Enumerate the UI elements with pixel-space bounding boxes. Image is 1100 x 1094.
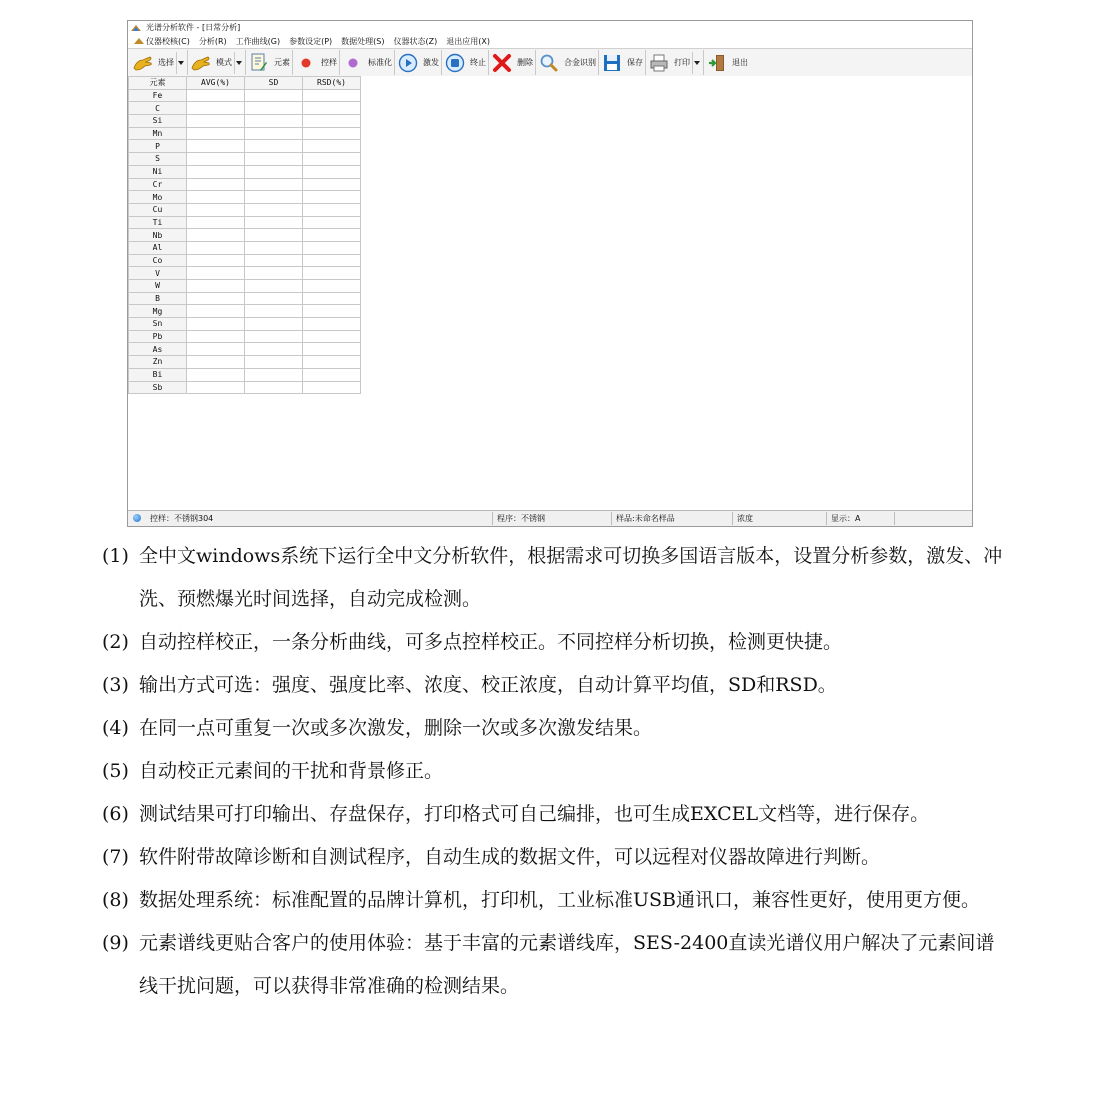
floppy-disk-icon — [601, 52, 623, 74]
control-sample-button[interactable] — [293, 50, 340, 75]
feature-number: (9) — [102, 932, 129, 954]
rsd-cell — [303, 229, 361, 242]
exit-door-icon — [706, 52, 728, 74]
sd-cell — [245, 368, 303, 381]
avg-cell — [187, 254, 245, 267]
rsd-cell — [303, 127, 361, 140]
table-row[interactable] — [129, 203, 361, 216]
element-symbol-cell: Al — [129, 241, 187, 254]
feature-text: 输出方式可选：强度、强度比率、浓度、校正浓度，自动计算平均值，SD和RSD。 — [139, 674, 837, 696]
rsd-cell — [303, 191, 361, 204]
feature-text: 自动校正元素间的干扰和背景修正。 — [139, 760, 444, 782]
menu-instrument-status[interactable]: 仪器状态(Z) — [393, 37, 438, 46]
mode-dropdown-arrow-icon[interactable] — [234, 52, 243, 74]
avg-cell — [187, 343, 245, 356]
status-display: 显示：A — [826, 512, 860, 525]
element-symbol-cell: Pb — [129, 330, 187, 343]
sd-cell — [245, 305, 303, 318]
table-row[interactable] — [129, 89, 361, 102]
sd-cell — [245, 267, 303, 280]
sd-cell — [245, 203, 303, 216]
element-symbol-cell: C — [129, 102, 187, 115]
avg-cell — [187, 356, 245, 369]
app-logo-icon — [130, 23, 142, 33]
table-row[interactable] — [129, 216, 361, 229]
play-icon — [397, 52, 419, 74]
sd-cell — [245, 254, 303, 267]
toolbar — [128, 48, 972, 77]
element-symbol-cell: Cu — [129, 203, 187, 216]
table-row[interactable] — [129, 318, 361, 331]
rsd-cell — [303, 165, 361, 178]
feature-text: 测试结果可打印输出、存盘保存，打印格式可自己编排，也可生成EXCEL文档等，进行保存。 — [139, 803, 930, 825]
avg-cell — [187, 216, 245, 229]
sd-cell — [245, 216, 303, 229]
avg-cell — [187, 191, 245, 204]
avg-cell — [187, 153, 245, 166]
feature-item — [102, 664, 1012, 707]
feature-item — [102, 922, 1012, 1008]
element-symbol-cell: Mg — [129, 305, 187, 318]
menu-working-curve[interactable]: 工作曲线(G) — [235, 37, 281, 46]
rsd-cell — [303, 267, 361, 280]
sd-cell — [245, 318, 303, 331]
element-label: 元素 — [274, 58, 290, 67]
avg-cell — [187, 102, 245, 115]
table-row[interactable] — [129, 102, 361, 115]
save-label: 保存 — [627, 58, 643, 67]
element-symbol-cell: Si — [129, 115, 187, 128]
avg-cell — [187, 280, 245, 293]
feature-number: (6) — [102, 803, 129, 825]
feature-text: 全中文windows系统下运行全中文分析软件，根据需求可切换多国语言版本，设置分析参数，激发、冲洗、预燃爆光时间选择，自动完成检测。 — [139, 545, 1003, 610]
table-row[interactable] — [129, 254, 361, 267]
sd-cell — [245, 241, 303, 254]
rsd-cell — [303, 292, 361, 305]
excite-label: 激发 — [423, 58, 439, 67]
avg-cell — [187, 330, 245, 343]
avg-cell — [187, 127, 245, 140]
rsd-cell — [303, 140, 361, 153]
element-symbol-cell: P — [129, 140, 187, 153]
feature-number: (3) — [102, 674, 129, 696]
rsd-cell — [303, 102, 361, 115]
rsd-cell — [303, 343, 361, 356]
avg-cell — [187, 165, 245, 178]
exit-button[interactable] — [704, 50, 750, 75]
status-indicator-icon — [133, 514, 141, 522]
sd-cell — [245, 343, 303, 356]
alloy-identify-label: 合金识别 — [564, 58, 596, 67]
avg-cell — [187, 229, 245, 242]
menu-instrument-check[interactable] — [134, 35, 190, 48]
software-window — [127, 20, 973, 527]
feature-item — [102, 535, 1012, 621]
feature-number: (5) — [102, 760, 129, 782]
element-symbol-cell: Nb — [129, 229, 187, 242]
stop-label: 终止 — [470, 58, 486, 67]
feature-text: 元素谱线更贴合客户的使用体验：基于丰富的元素谱线库，SES-2400直读光谱仪用户解决了元素间谱线干扰问题，可以获得非常准确的检测结果。 — [139, 932, 995, 997]
rsd-cell — [303, 368, 361, 381]
delete-button[interactable] — [489, 50, 536, 75]
avg-cell — [187, 115, 245, 128]
element-symbol-cell: W — [129, 280, 187, 293]
sd-cell — [245, 356, 303, 369]
table-row[interactable] — [129, 292, 361, 305]
table-row[interactable] — [129, 178, 361, 191]
avg-cell — [187, 241, 245, 254]
status-empty-panel — [894, 512, 899, 525]
feature-text: 数据处理系统：标准配置的品牌计算机，打印机，工业标准USB通讯口，兼容性更好，使用更方便。 — [139, 889, 980, 911]
menu-data-processing[interactable]: 数据处理(S) — [341, 37, 385, 46]
menu-logo-icon — [134, 37, 144, 45]
avg-cell — [187, 203, 245, 216]
feature-text: 在同一点可重复一次或多次激发，删除一次或多次激发结果。 — [139, 717, 653, 739]
menu-parameters[interactable]: 参数设定(P) — [289, 37, 333, 46]
sd-cell — [245, 165, 303, 178]
element-symbol-cell: Cr — [129, 178, 187, 191]
menu-analysis[interactable]: 分析(R) — [198, 37, 227, 46]
sd-cell — [245, 280, 303, 293]
mode-button[interactable] — [188, 50, 246, 75]
rsd-cell — [303, 305, 361, 318]
sd-cell — [245, 330, 303, 343]
standardize-label: 标准化 — [368, 58, 392, 67]
select-button[interactable] — [130, 50, 188, 75]
avg-cell — [187, 305, 245, 318]
table-row[interactable] — [129, 280, 361, 293]
table-row[interactable] — [129, 140, 361, 153]
avg-cell — [187, 267, 245, 280]
control-sample-label: 控样 — [321, 58, 337, 67]
sd-cell — [245, 89, 303, 102]
table-row[interactable] — [129, 191, 361, 204]
table-row[interactable] — [129, 305, 361, 318]
select-dropdown-arrow-icon[interactable] — [176, 52, 185, 74]
rsd-cell — [303, 89, 361, 102]
column-header-rsd[interactable]: RSD(%) — [303, 77, 361, 90]
element-symbol-cell: Ni — [129, 165, 187, 178]
feature-item — [102, 879, 1012, 922]
rsd-cell — [303, 381, 361, 394]
element-symbol-cell: As — [129, 343, 187, 356]
element-symbol-cell: Fe — [129, 89, 187, 102]
feature-number: (8) — [102, 889, 129, 911]
sd-cell — [245, 292, 303, 305]
table-row[interactable] — [129, 330, 361, 343]
table-row[interactable] — [129, 368, 361, 381]
menu-exit-app[interactable]: 退出应用(X) — [446, 37, 490, 46]
print-button[interactable] — [646, 50, 704, 75]
stop-button[interactable] — [442, 50, 489, 75]
grid-header-row — [129, 77, 361, 90]
feature-item — [102, 621, 1012, 664]
delete-label: 删除 — [517, 58, 533, 67]
rsd-cell — [303, 254, 361, 267]
feature-item — [102, 836, 1012, 879]
sd-cell — [245, 115, 303, 128]
avg-cell — [187, 178, 245, 191]
table-row[interactable] — [129, 115, 361, 128]
element-symbol-cell: Sn — [129, 318, 187, 331]
menu-label: 仪器校核(C) — [146, 37, 190, 46]
rsd-cell — [303, 216, 361, 229]
sd-cell — [245, 191, 303, 204]
sd-cell — [245, 229, 303, 242]
avg-cell — [187, 89, 245, 102]
avg-cell — [187, 140, 245, 153]
element-symbol-cell: Mn — [129, 127, 187, 140]
table-row[interactable] — [129, 153, 361, 166]
sd-cell — [245, 102, 303, 115]
feature-number: (1) — [102, 545, 129, 567]
table-row[interactable] — [129, 165, 361, 178]
table-row[interactable] — [129, 381, 361, 394]
element-button[interactable] — [246, 50, 293, 75]
feature-item — [102, 707, 1012, 750]
rsd-cell — [303, 356, 361, 369]
table-row[interactable] — [129, 343, 361, 356]
status-control-sample: 控样：不锈钢304 — [150, 514, 214, 523]
purple-dot-icon — [342, 52, 364, 74]
magnifier-icon — [538, 52, 560, 74]
status-concentration: 浓度 — [732, 512, 753, 525]
save-button[interactable] — [599, 50, 646, 75]
printer-icon — [648, 52, 670, 74]
element-symbol-cell: Sb — [129, 381, 187, 394]
table-row[interactable] — [129, 229, 361, 242]
element-symbol-cell: B — [129, 292, 187, 305]
rsd-cell — [303, 115, 361, 128]
feature-number: (7) — [102, 846, 129, 868]
status-program: 程序：不锈钢 — [492, 512, 545, 525]
feature-item — [102, 750, 1012, 793]
sd-cell — [245, 381, 303, 394]
rsd-cell — [303, 280, 361, 293]
element-symbol-cell: Bi — [129, 368, 187, 381]
element-symbol-cell: Zn — [129, 356, 187, 369]
rsd-cell — [303, 178, 361, 191]
select-label: 选择 — [158, 58, 174, 67]
element-symbol-cell: Co — [129, 254, 187, 267]
rsd-cell — [303, 203, 361, 216]
element-symbol-cell: S — [129, 153, 187, 166]
excite-button[interactable] — [395, 50, 442, 75]
rsd-cell — [303, 241, 361, 254]
table-row[interactable] — [129, 356, 361, 369]
element-symbol-cell: V — [129, 267, 187, 280]
print-dropdown-arrow-icon[interactable] — [692, 52, 701, 74]
print-label: 打印 — [674, 58, 690, 67]
avg-cell — [187, 381, 245, 394]
feature-list — [102, 535, 1012, 1008]
sd-cell — [245, 127, 303, 140]
column-header-sd[interactable]: SD — [245, 77, 303, 90]
results-grid — [128, 76, 361, 394]
red-dot-icon — [295, 52, 317, 74]
hand-pointer-icon — [132, 52, 154, 74]
mode-label: 模式 — [216, 58, 232, 67]
title-bar — [128, 21, 972, 35]
alloy-identify-button[interactable] — [536, 50, 599, 75]
sd-cell — [245, 140, 303, 153]
avg-cell — [187, 292, 245, 305]
avg-cell — [187, 318, 245, 331]
table-row[interactable] — [129, 267, 361, 280]
window-title: 光谱分析软件 - [日常分析] — [146, 23, 241, 32]
feature-text: 自动控样校正，一条分析曲线，可多点控样校正。不同控样分析切换，检测更快捷。 — [139, 631, 843, 653]
sd-cell — [245, 153, 303, 166]
edit-document-icon — [248, 52, 270, 74]
element-symbol-cell: Mo — [129, 191, 187, 204]
standardize-button[interactable] — [340, 50, 395, 75]
rsd-cell — [303, 153, 361, 166]
element-symbol-cell: Ti — [129, 216, 187, 229]
rsd-cell — [303, 318, 361, 331]
sd-cell — [245, 178, 303, 191]
column-header-avg[interactable]: AVG(%) — [187, 77, 245, 90]
feature-number: (4) — [102, 717, 129, 739]
column-header-element[interactable]: 元素 — [129, 77, 187, 90]
table-row[interactable] — [129, 127, 361, 140]
rsd-cell — [303, 330, 361, 343]
hand-pointer-icon — [190, 52, 212, 74]
exit-label: 退出 — [732, 58, 748, 67]
table-row[interactable] — [129, 241, 361, 254]
menu-bar — [128, 35, 972, 48]
stop-icon — [444, 52, 466, 74]
feature-number: (2) — [102, 631, 129, 653]
results-area — [128, 76, 972, 511]
avg-cell — [187, 368, 245, 381]
status-sample: 样品:未命名样品 — [611, 512, 675, 525]
status-bar — [128, 510, 972, 526]
feature-text: 软件附带故障诊断和自测试程序，自动生成的数据文件，可以远程对仪器故障进行判断。 — [139, 846, 881, 868]
feature-item — [102, 793, 1012, 836]
delete-x-icon — [491, 52, 513, 74]
